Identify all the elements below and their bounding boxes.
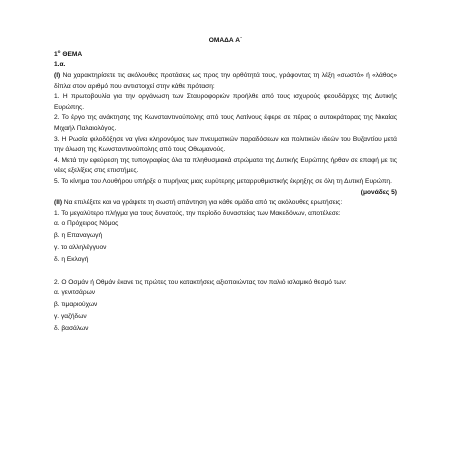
statement-2: 2. Το έργο της ανάκτησης της Κωνσταντινούπολης από τους Λατίνους έφερε σε πέρας ο αυτοκράτορας της Νικαίας Μιχαήλ Παλαιολόγος.: [54, 114, 397, 132]
statement-3: 3. Η Ρωσία φιλοδόξησε να γίνει κληρονόμος των πνευματικών παραδόσεων και πολιτικών ιδεών του Βυζαντίου μετά την άλωση της Κωνσταντινούπολης από τους Οθωμανούς.: [54, 135, 397, 154]
q2-option-a: α. γενιτσάρων: [54, 289, 96, 297]
q2-option-b: β. τιμαριούχων: [54, 301, 98, 309]
q1-option-c: γ. το αλληλέγγυον: [54, 244, 107, 252]
question-1: 1. Το μεγαλύτερο πλήγμα για τους δυνατούς, την περίοδο δυναστείας των Μακεδόνων, αποτέλεσε:: [54, 209, 341, 217]
page-title: ΟΜΑΔΑ Α΄: [208, 37, 243, 44]
q1-option-b: β. η Επαναγωγή: [54, 232, 103, 240]
question-2: 2. Ο Οσμάν ή Οθμάν έκανε τις πρώτες του κατακτήσεις αξιοποιώντας τον παλιό ισλαμικό θεσμό των:: [54, 278, 347, 286]
statement-1: 1. Η πρωτοβουλία για την οργάνωση των Σταυροφοριών προήλθε από τους ισχυρούς φεουδάρχες της Δυτικής Ευρώπης.: [54, 93, 397, 111]
question-number: 1.α.: [54, 61, 66, 69]
q1-option-d: δ. η Εκλογή: [54, 256, 89, 264]
q2-option-d: δ. βασάλων: [54, 325, 89, 333]
q1-option-a: α. ο Πρόχειρος Νόμος: [54, 220, 119, 228]
part-ii-instructions: (ΙΙ) Να επιλέξετε και να γράψετε τη σωστή απάντηση για κάθε ομάδα από τις ακόλουθες ερωτήσεις:: [54, 199, 343, 207]
section-heading: $1^o$ ΘΕΜΑ: [54, 48, 83, 58]
q2-option-c: γ. γαζήδων: [54, 313, 87, 321]
statement-5: 5. Το κίνημα του Λουθήρου υπήρξε ο πυρήνας μιας ευρύτερης μεταρρυθμιστικής έκρηξης σε όλη τη Δυτική Ευρώπη.: [54, 177, 392, 185]
part-i-instructions: (Ι) Να χαρακτηρίσετε τις ακόλουθες προτάσεις ως προς την ορθότητά τους, γράφοντας τη λέξη «σωστό» ή «λάθος» δίπλα στον αριθμό που αντιστοιχεί στην κάθε πρόταση:: [54, 71, 397, 90]
points-label: (μονάδες 5): [360, 188, 397, 196]
statement-4: 4. Μετά την εφεύρεση της τυπογραφίας όλα τα πληθυσμιακά στρώματα της Δυτικής Ευρώπης ήρθαν σε επαφή με τις νέες εξελίξεις στις επιστήμες.: [54, 156, 397, 175]
spacer: [54, 267, 397, 278]
